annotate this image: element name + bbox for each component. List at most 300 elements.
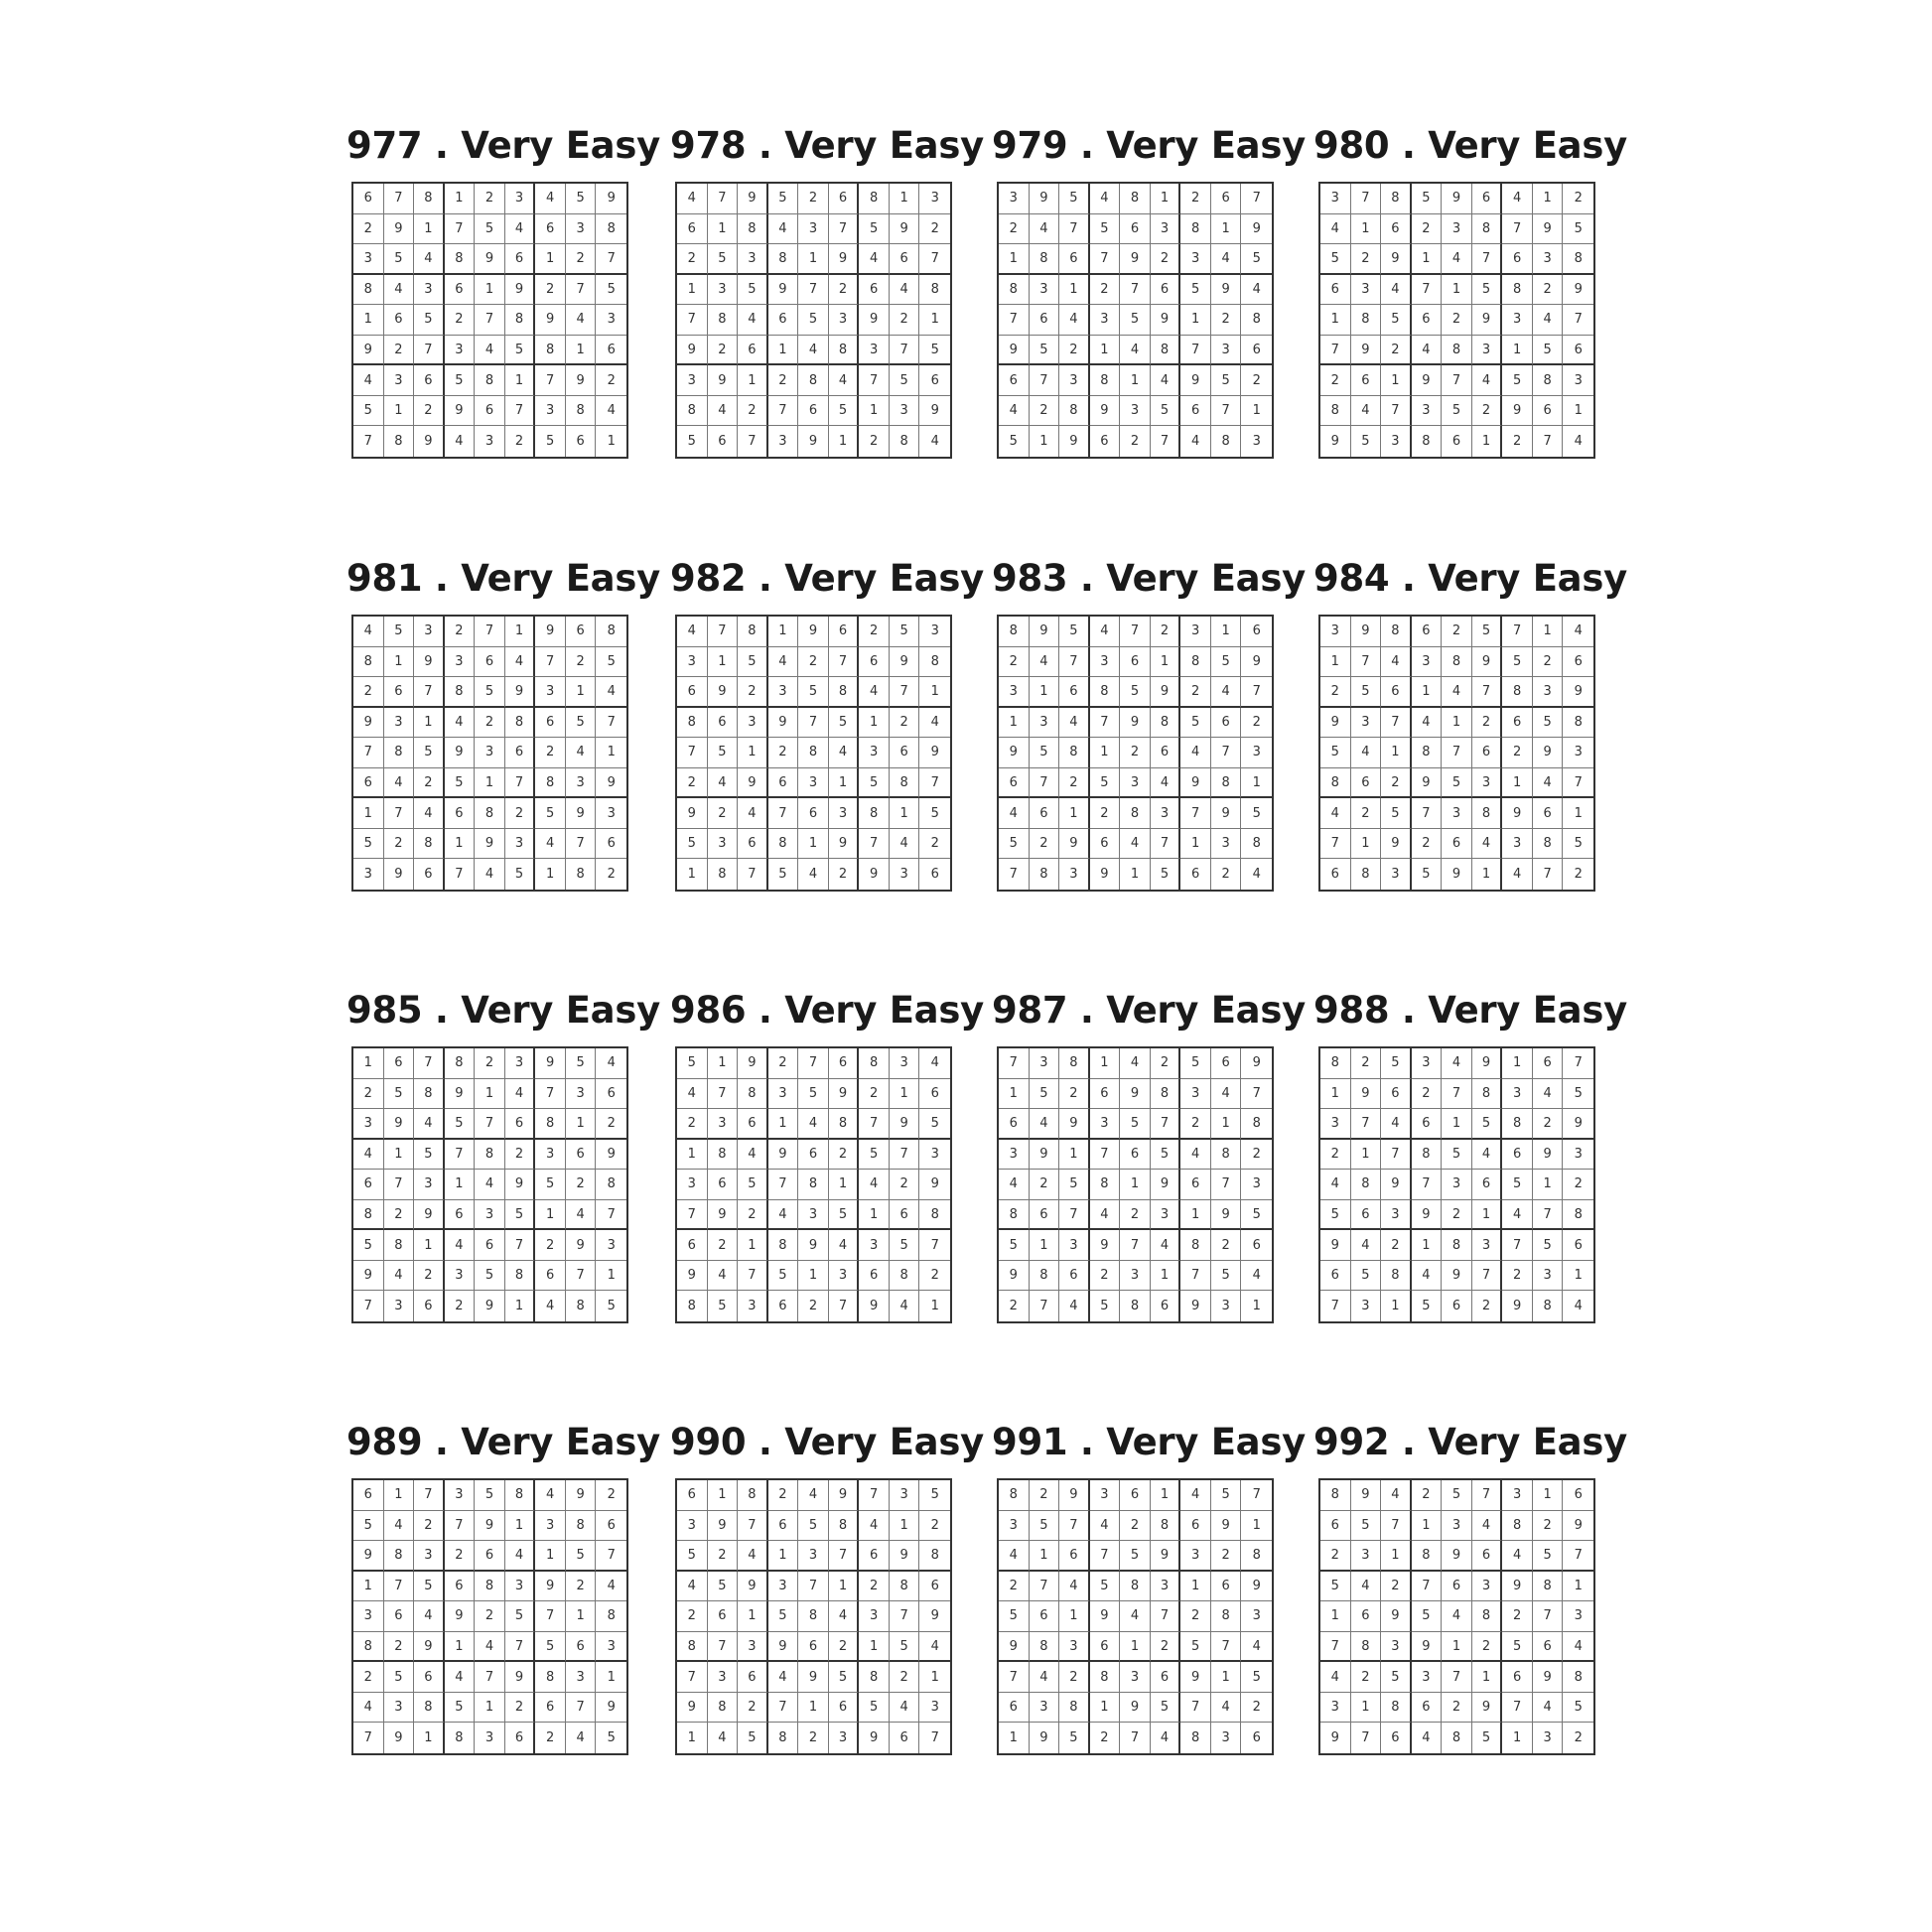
sudoku-cell: 8 — [1472, 1601, 1503, 1632]
sudoku-cell: 9 — [384, 214, 415, 245]
sudoku-cell: 6 — [1412, 305, 1443, 336]
sudoku-cell: 6 — [505, 1109, 536, 1140]
sudoku-cell: 6 — [798, 798, 829, 829]
sudoku-cell: 9 — [798, 426, 829, 457]
sudoku-cell: 3 — [1442, 1511, 1472, 1542]
sudoku-cell: 7 — [1472, 244, 1503, 275]
sudoku-cell: 6 — [1090, 1632, 1121, 1663]
sudoku-cell: 1 — [708, 214, 739, 245]
sudoku-cell: 1 — [1502, 768, 1533, 799]
sudoku-cell: 7 — [1211, 1632, 1242, 1663]
sudoku-cell: 9 — [475, 1291, 505, 1321]
sudoku-cell: 9 — [1442, 184, 1472, 214]
sudoku-cell: 8 — [1120, 184, 1151, 214]
sudoku-cell: 7 — [1533, 426, 1564, 457]
sudoku-cell: 4 — [708, 1723, 739, 1753]
sudoku-cell: 8 — [1472, 214, 1503, 245]
puzzle-title: 983 . Very Easy — [992, 557, 1306, 600]
sudoku-grid — [1318, 182, 1595, 459]
sudoku-cell: 3 — [566, 768, 597, 799]
sudoku-cell: 7 — [738, 1511, 768, 1542]
sudoku-cell: 1 — [1090, 1048, 1121, 1079]
sudoku-cell: 9 — [738, 1048, 768, 1079]
sudoku-cell: 2 — [859, 1572, 890, 1602]
sudoku-cell: 4 — [829, 365, 860, 396]
sudoku-cell: 1 — [1241, 768, 1272, 799]
sudoku-cell: 6 — [768, 1511, 799, 1542]
sudoku-cell: 8 — [919, 1200, 950, 1231]
sudoku-cell: 4 — [829, 1601, 860, 1632]
sudoku-cell: 9 — [738, 1572, 768, 1602]
sudoku-cell: 1 — [999, 1723, 1030, 1753]
sudoku-cell: 5 — [1151, 396, 1181, 427]
sudoku-cell: 7 — [1211, 396, 1242, 427]
sudoku-cell: 5 — [353, 829, 384, 860]
sudoku-cell: 2 — [1351, 1662, 1382, 1693]
sudoku-cell: 3 — [1059, 365, 1090, 396]
sudoku-cell: 3 — [1563, 1601, 1593, 1632]
sudoku-cell: 3 — [505, 184, 536, 214]
sudoku-cell: 7 — [1412, 1572, 1443, 1602]
sudoku-cell: 3 — [1442, 798, 1472, 829]
sudoku-cell: 8 — [1563, 244, 1593, 275]
sudoku-cell: 6 — [890, 244, 920, 275]
sudoku-cell: 6 — [890, 1723, 920, 1753]
sudoku-cell: 9 — [1533, 214, 1564, 245]
sudoku-cell: 2 — [1412, 829, 1443, 860]
sudoku-cell: 3 — [1320, 184, 1351, 214]
sudoku-cell: 6 — [1472, 1541, 1503, 1572]
sudoku-cell: 1 — [505, 1291, 536, 1321]
sudoku-cell: 1 — [475, 1079, 505, 1110]
sudoku-cell: 2 — [1533, 275, 1564, 306]
sudoku-cell: 2 — [1533, 1109, 1564, 1140]
sudoku-cell: 8 — [708, 305, 739, 336]
sudoku-cell: 7 — [708, 1632, 739, 1663]
sudoku-cell: 7 — [890, 1601, 920, 1632]
puzzle-title: 985 . Very Easy — [346, 989, 660, 1032]
sudoku-cell: 2 — [1180, 1109, 1211, 1140]
sudoku-cell: 6 — [414, 859, 445, 890]
sudoku-cell: 4 — [1030, 647, 1060, 678]
sudoku-cell: 2 — [353, 1079, 384, 1110]
sudoku-cell: 3 — [1030, 1048, 1060, 1079]
sudoku-cell: 5 — [384, 244, 415, 275]
sudoku-cell: 1 — [1351, 1693, 1382, 1724]
sudoku-cell: 5 — [1120, 677, 1151, 708]
sudoku-cell: 7 — [445, 1511, 476, 1542]
sudoku-cell: 7 — [768, 396, 799, 427]
sudoku-cell: 2 — [1320, 365, 1351, 396]
sudoku-grid — [997, 615, 1274, 892]
sudoku-cell: 5 — [1180, 1632, 1211, 1663]
sudoku-cell: 8 — [999, 275, 1030, 306]
sudoku-cell: 7 — [1151, 1109, 1181, 1140]
sudoku-cell: 1 — [1120, 365, 1151, 396]
sudoku-cell: 6 — [1059, 677, 1090, 708]
sudoku-cell: 7 — [353, 1291, 384, 1321]
sudoku-cell: 7 — [566, 1693, 597, 1724]
sudoku-cell: 4 — [445, 1230, 476, 1261]
sudoku-cell: 5 — [1241, 1200, 1272, 1231]
sudoku-cell: 2 — [1502, 1601, 1533, 1632]
sudoku-cell: 2 — [1059, 336, 1090, 366]
sudoku-cell: 8 — [1381, 184, 1412, 214]
sudoku-cell: 7 — [890, 677, 920, 708]
sudoku-cell: 2 — [1533, 647, 1564, 678]
sudoku-cell: 4 — [445, 426, 476, 457]
sudoku-cell: 7 — [1030, 1291, 1060, 1321]
sudoku-cell: 1 — [1059, 275, 1090, 306]
sudoku-cell: 7 — [738, 1261, 768, 1292]
sudoku-cell: 8 — [1320, 1048, 1351, 1079]
sudoku-cell: 6 — [1502, 1140, 1533, 1171]
sudoku-cell: 2 — [1241, 365, 1272, 396]
sudoku-cell: 6 — [919, 1572, 950, 1602]
sudoku-cell: 5 — [1442, 1480, 1472, 1511]
sudoku-cell: 6 — [1090, 426, 1121, 457]
sudoku-cell: 1 — [859, 1632, 890, 1663]
sudoku-cell: 5 — [1241, 1662, 1272, 1693]
sudoku-cell: 1 — [738, 738, 768, 768]
sudoku-cell: 7 — [1211, 1170, 1242, 1200]
sudoku-cell: 5 — [1241, 244, 1272, 275]
sudoku-cell: 3 — [475, 1723, 505, 1753]
sudoku-cell: 1 — [384, 396, 415, 427]
sudoku-cell: 7 — [999, 859, 1030, 890]
sudoku-cell: 7 — [1030, 1572, 1060, 1602]
sudoku-cell: 3 — [1090, 305, 1121, 336]
sudoku-cell: 6 — [1151, 1662, 1181, 1693]
sudoku-cell: 9 — [566, 798, 597, 829]
sudoku-cell: 6 — [1241, 617, 1272, 647]
sudoku-cell: 6 — [1090, 1079, 1121, 1110]
sudoku-cell: 3 — [596, 1230, 626, 1261]
sudoku-cell: 9 — [738, 184, 768, 214]
sudoku-cell: 7 — [1120, 275, 1151, 306]
sudoku-cell: 2 — [1151, 244, 1181, 275]
sudoku-cell: 1 — [768, 617, 799, 647]
sudoku-cell: 4 — [1241, 275, 1272, 306]
sudoku-cell: 6 — [596, 336, 626, 366]
sudoku-cell: 3 — [384, 365, 415, 396]
sudoku-cell: 4 — [1320, 798, 1351, 829]
sudoku-cell: 1 — [1442, 1109, 1472, 1140]
sudoku-cell: 6 — [1472, 184, 1503, 214]
sudoku-cell: 6 — [1412, 1693, 1443, 1724]
sudoku-cell: 2 — [1030, 396, 1060, 427]
sudoku-cell: 8 — [353, 275, 384, 306]
sudoku-cell: 3 — [535, 677, 566, 708]
sudoku-cell: 8 — [677, 1632, 708, 1663]
sudoku-cell: 3 — [798, 768, 829, 799]
sudoku-cell: 8 — [829, 1511, 860, 1542]
sudoku-cell: 5 — [677, 1541, 708, 1572]
sudoku-cell: 2 — [708, 336, 739, 366]
sudoku-cell: 9 — [768, 708, 799, 739]
sudoku-cell: 8 — [1502, 1511, 1533, 1542]
sudoku-cell: 7 — [1381, 1140, 1412, 1171]
sudoku-cell: 2 — [677, 1601, 708, 1632]
sudoku-cell: 9 — [414, 426, 445, 457]
sudoku-cell: 8 — [566, 396, 597, 427]
sudoku-cell: 5 — [1442, 768, 1472, 799]
sudoku-cell: 6 — [1120, 1140, 1151, 1171]
sudoku-cell: 2 — [566, 1572, 597, 1602]
sudoku-cell: 1 — [1120, 859, 1151, 890]
sudoku-cell: 9 — [1320, 708, 1351, 739]
sudoku-cell: 7 — [859, 1109, 890, 1140]
sudoku-cell: 8 — [353, 647, 384, 678]
sudoku-cell: 7 — [1320, 1291, 1351, 1321]
sudoku-cell: 2 — [1533, 1511, 1564, 1542]
sudoku-cell: 2 — [596, 1109, 626, 1140]
sudoku-cell: 5 — [859, 768, 890, 799]
sudoku-cell: 1 — [1351, 829, 1382, 860]
sudoku-cell: 3 — [1351, 275, 1382, 306]
sudoku-cell: 2 — [890, 1170, 920, 1200]
sudoku-cell: 4 — [1241, 1632, 1272, 1663]
sudoku-cell: 2 — [919, 829, 950, 860]
sudoku-cell: 8 — [1059, 396, 1090, 427]
sudoku-cell: 5 — [1472, 1723, 1503, 1753]
sudoku-cell: 4 — [1059, 708, 1090, 739]
sudoku-cell: 3 — [384, 1693, 415, 1724]
sudoku-cell: 1 — [738, 1230, 768, 1261]
sudoku-cell: 7 — [475, 617, 505, 647]
sudoku-cell: 2 — [1320, 1541, 1351, 1572]
sudoku-cell: 4 — [596, 1572, 626, 1602]
sudoku-cell: 8 — [768, 829, 799, 860]
sudoku-cell: 4 — [1211, 677, 1242, 708]
sudoku-cell: 9 — [1120, 1079, 1151, 1110]
sudoku-cell: 8 — [1412, 1140, 1443, 1171]
sudoku-cell: 6 — [596, 1079, 626, 1110]
sudoku-cell: 5 — [1472, 617, 1503, 647]
sudoku-cell: 4 — [1030, 214, 1060, 245]
sudoku-cell: 4 — [930, 434, 939, 450]
sudoku-cell: 8 — [890, 1572, 920, 1602]
sudoku-cell: 7 — [768, 1693, 799, 1724]
sudoku-cell: 6 — [353, 768, 384, 799]
sudoku-cell: 4 — [596, 677, 626, 708]
sudoku-cell: 4 — [1502, 184, 1533, 214]
sudoku-cell: 5 — [798, 1079, 829, 1110]
sudoku-cell: 2 — [1030, 829, 1060, 860]
sudoku-cell: 9 — [1412, 365, 1443, 396]
sudoku-cell: 5 — [353, 396, 384, 427]
sudoku-cell: 7 — [1090, 1541, 1121, 1572]
sudoku-cell: 8 — [1241, 1541, 1272, 1572]
sudoku-cell: 1 — [1211, 617, 1242, 647]
sudoku-cell: 5 — [1120, 1541, 1151, 1572]
sudoku-cell: 6 — [738, 1109, 768, 1140]
sudoku-cell: 2 — [566, 647, 597, 678]
sudoku-cell: 7 — [414, 1048, 445, 1079]
sudoku-grid — [1318, 1478, 1595, 1755]
sudoku-cell: 9 — [859, 1723, 890, 1753]
sudoku-cell: 2 — [414, 1511, 445, 1542]
sudoku-cell: 6 — [768, 305, 799, 336]
sudoku-cell: 9 — [566, 1480, 597, 1511]
sudoku-cell: 2 — [1320, 1140, 1351, 1171]
sudoku-cell: 3 — [1381, 426, 1412, 457]
sudoku-cell: 4 — [738, 798, 768, 829]
sudoku-cell: 8 — [1180, 214, 1211, 245]
sudoku-cell: 5 — [1151, 859, 1181, 890]
sudoku-cell: 8 — [859, 798, 890, 829]
sudoku-cell: 5 — [353, 1511, 384, 1542]
sudoku-cell: 2 — [919, 214, 950, 245]
sudoku-cell: 1 — [1381, 1541, 1412, 1572]
sudoku-cell: 9 — [1563, 1109, 1593, 1140]
sudoku-cell: 1 — [1563, 1261, 1593, 1292]
sudoku-cell: 8 — [1151, 708, 1181, 739]
sudoku-cell: 7 — [596, 244, 626, 275]
sudoku-cell: 7 — [566, 829, 597, 860]
sudoku-cell: 8 — [1180, 1230, 1211, 1261]
sudoku-cell: 6 — [1533, 798, 1564, 829]
sudoku-cell: 5 — [1533, 336, 1564, 366]
sudoku-cell: 8 — [505, 1480, 536, 1511]
sudoku-cell: 4 — [890, 1693, 920, 1724]
sudoku-cell: 6 — [677, 214, 708, 245]
sudoku-cell: 4 — [1320, 1662, 1351, 1693]
sudoku-cell: 9 — [1472, 305, 1503, 336]
sudoku-cell: 5 — [475, 677, 505, 708]
sudoku-cell: 4 — [1151, 768, 1181, 799]
sudoku-cell: 4 — [505, 1541, 536, 1572]
sudoku-cell: 2 — [505, 1693, 536, 1724]
sudoku-cell: 2 — [475, 184, 505, 214]
sudoku-cell: 4 — [1180, 1140, 1211, 1171]
sudoku-cell: 4 — [1120, 1048, 1151, 1079]
sudoku-cell: 3 — [768, 1572, 799, 1602]
sudoku-cell: 4 — [414, 244, 445, 275]
sudoku-cell: 6 — [1320, 859, 1351, 890]
sudoku-cell: 7 — [1563, 768, 1593, 799]
sudoku-cell: 5 — [1030, 336, 1060, 366]
sudoku-cell: 6 — [1030, 798, 1060, 829]
sudoku-cell: 1 — [1351, 214, 1382, 245]
sudoku-cell: 5 — [919, 1480, 950, 1511]
sudoku-cell: 5 — [1412, 1601, 1443, 1632]
sudoku-cell: 4 — [1502, 859, 1533, 890]
puzzle-title: 980 . Very Easy — [1313, 124, 1627, 167]
sudoku-cell: 1 — [1351, 1140, 1382, 1171]
sudoku-cell: 2 — [1412, 214, 1443, 245]
sudoku-cell: 7 — [535, 647, 566, 678]
sudoku-cell: 1 — [1059, 1601, 1090, 1632]
sudoku-cell: 7 — [1120, 1230, 1151, 1261]
sudoku-cell: 7 — [1059, 214, 1090, 245]
sudoku-cell: 2 — [1412, 1079, 1443, 1110]
sudoku-cell: 7 — [919, 244, 950, 275]
sudoku-grid — [997, 1046, 1274, 1323]
sudoku-cell: 3 — [596, 1632, 626, 1663]
sudoku-cell: 5 — [999, 1230, 1030, 1261]
sudoku-cell: 7 — [1180, 1261, 1211, 1292]
sudoku-cell: 2 — [798, 1291, 829, 1321]
sudoku-cell: 4 — [445, 1662, 476, 1693]
sudoku-cell: 5 — [1241, 798, 1272, 829]
sudoku-cell: 3 — [1351, 1291, 1382, 1321]
sudoku-cell: 4 — [1090, 1200, 1121, 1231]
sudoku-cell: 8 — [1351, 1170, 1382, 1200]
sudoku-cell: 9 — [1151, 305, 1181, 336]
sudoku-cell: 5 — [475, 1480, 505, 1511]
sudoku-cell: 1 — [596, 1261, 626, 1292]
sudoku-cell: 7 — [890, 1140, 920, 1171]
sudoku-cell: 3 — [384, 1291, 415, 1321]
sudoku-cell: 4 — [738, 1541, 768, 1572]
sudoku-cell: 3 — [738, 1291, 768, 1321]
sudoku-cell: 1 — [1442, 708, 1472, 739]
sudoku-cell: 7 — [1211, 738, 1242, 768]
sudoku-cell: 2 — [1574, 867, 1583, 883]
sudoku-cell: 7 — [384, 1572, 415, 1602]
sudoku-cell: 1 — [1241, 1511, 1272, 1542]
sudoku-cell: 2 — [445, 1291, 476, 1321]
sudoku-cell: 8 — [414, 829, 445, 860]
sudoku-cell: 1 — [414, 1230, 445, 1261]
sudoku-cell: 2 — [475, 1048, 505, 1079]
sudoku-cell: 3 — [919, 184, 950, 214]
sudoku-cell: 8 — [505, 305, 536, 336]
sudoku-cell: 4 — [859, 1170, 890, 1200]
sudoku-cell: 9 — [919, 1170, 950, 1200]
sudoku-cell: 1 — [1502, 1723, 1533, 1753]
sudoku-cell: 9 — [445, 396, 476, 427]
sudoku-cell: 8 — [445, 1048, 476, 1079]
sudoku-cell: 6 — [999, 365, 1030, 396]
sudoku-cell: 9 — [677, 336, 708, 366]
sudoku-cell: 4 — [353, 1140, 384, 1171]
sudoku-cell: 4 — [1502, 1541, 1533, 1572]
sudoku-cell: 9 — [566, 365, 597, 396]
sudoku-cell: 6 — [1442, 829, 1472, 860]
sudoku-cell: 8 — [738, 1079, 768, 1110]
sudoku-cell: 5 — [535, 1170, 566, 1200]
sudoku-cell: 2 — [1563, 1170, 1593, 1200]
sudoku-cell: 6 — [738, 336, 768, 366]
sudoku-cell: 1 — [1030, 1230, 1060, 1261]
sudoku-cell: 7 — [829, 1541, 860, 1572]
sudoku-cell: 6 — [999, 768, 1030, 799]
sudoku-cell: 7 — [596, 1541, 626, 1572]
sudoku-cell: 1 — [1320, 1079, 1351, 1110]
sudoku-cell: 2 — [1180, 184, 1211, 214]
sudoku-cell: 5 — [1563, 829, 1593, 860]
sudoku-cell: 3 — [999, 184, 1030, 214]
sudoku-cell: 8 — [738, 214, 768, 245]
sudoku-cell: 6 — [1381, 1079, 1412, 1110]
sudoku-cell: 7 — [768, 798, 799, 829]
sudoku-cell: 3 — [353, 244, 384, 275]
sudoku-cell: 3 — [384, 708, 415, 739]
sudoku-cell: 9 — [445, 1079, 476, 1110]
sudoku-cell: 8 — [384, 426, 415, 457]
puzzle-title: 979 . Very Easy — [992, 124, 1306, 167]
sudoku-cell: 5 — [999, 426, 1030, 457]
sudoku-cell: 1 — [384, 1140, 415, 1171]
sudoku-cell: 7 — [1442, 365, 1472, 396]
sudoku-cell: 2 — [1059, 768, 1090, 799]
sudoku-cell: 4 — [535, 1291, 566, 1321]
sudoku-cell: 1 — [1381, 738, 1412, 768]
sudoku-cell: 7 — [475, 1662, 505, 1693]
sudoku-cell: 5 — [596, 647, 626, 678]
